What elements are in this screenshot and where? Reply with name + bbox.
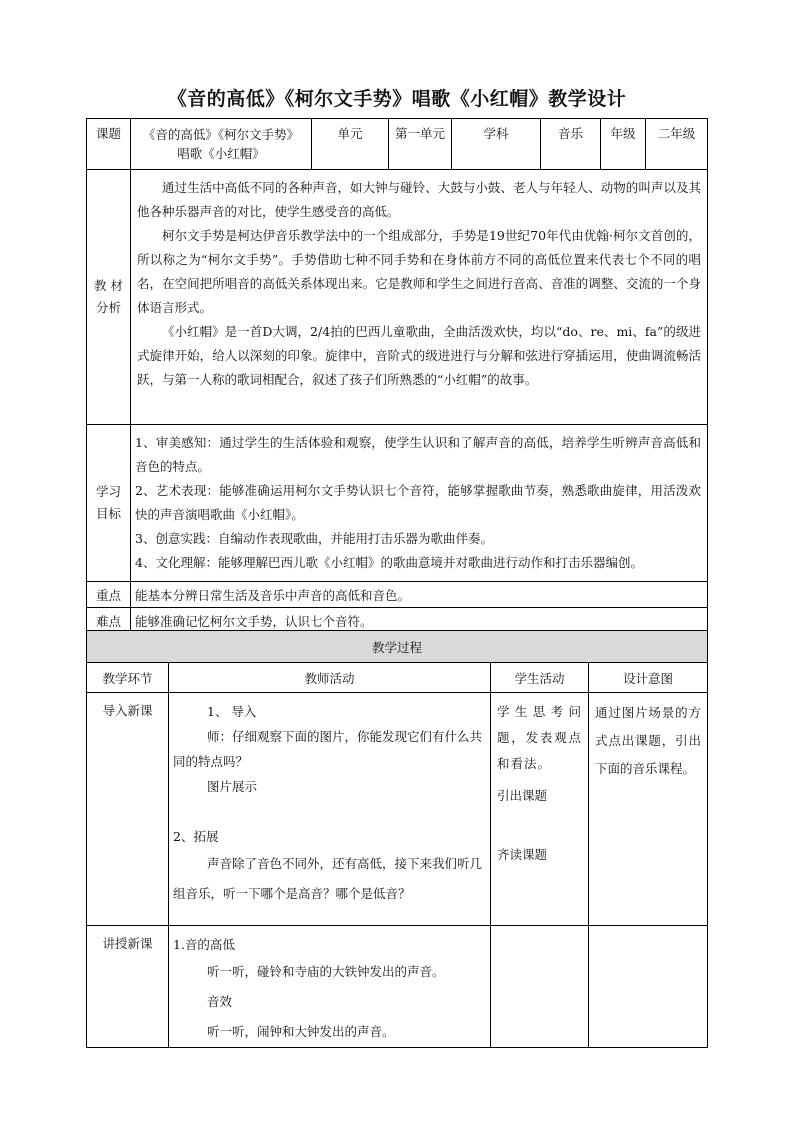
teaching-process-table bbox=[86, 630, 708, 1048]
analysis-row bbox=[87, 170, 708, 425]
grade-label: 年级 bbox=[601, 119, 646, 170]
stage-intro: 导入新课 bbox=[87, 693, 169, 926]
analysis-paragraph: 《小红帽》是一首D大调，2/4拍的巴西儿童歌曲，全曲活泼欢快，均以“do、re、mi、fa”的级进式旋律开始，给人以深刻的印象。旋律中，音阶式的级进进行与分解和弦进行穿插运用，使曲调流畅活跃，与第一人称的歌词相配合，叙述了孩子们所熟悉的“小红帽”的故事。 bbox=[137, 324, 701, 387]
teacher-heading: 1.音的高低 bbox=[173, 937, 235, 952]
col-header-student: 学生活动 bbox=[491, 663, 589, 693]
header-row bbox=[87, 119, 708, 170]
key-point-row bbox=[87, 582, 708, 608]
teacher-text: 声音除了音色不同外，还有高低，接下来我们听几组音乐，听一下哪个是高音？哪个是低音？ bbox=[173, 856, 483, 901]
subject-value: 音乐 bbox=[541, 119, 601, 170]
student-text: 齐读课题 bbox=[497, 847, 548, 862]
student-text: 学生思考问题，发表观点和看法。 bbox=[497, 704, 582, 771]
process-band-row bbox=[87, 631, 708, 663]
teacher-text: 听一听，碰铃和寺庙的大铁钟发出的声音。 bbox=[207, 964, 445, 979]
objectives-label-line-2: 目标 bbox=[95, 506, 121, 521]
grade-value: 二年级 bbox=[646, 119, 708, 170]
difficulty-text: 能够准确记忆柯尔文手势，认识七个音符。 bbox=[131, 608, 708, 634]
teacher-activity-intro bbox=[169, 693, 491, 926]
unit-label: 单元 bbox=[312, 119, 389, 170]
analysis-label bbox=[87, 170, 131, 425]
teacher-text: 图片展示 bbox=[207, 779, 258, 794]
objectives-label bbox=[87, 425, 131, 582]
objective-item: 2、艺术表现：能够准确运用柯尔文手势认识七个音符，能够掌握歌曲节奏，熟悉歌曲旋律，用活泼欢快的声音演唱歌曲《小红帽》。 bbox=[135, 483, 701, 522]
objective-item: 4、文化理解：能够理解巴西儿歌《小红帽》的歌曲意境并对歌曲进行动作和打击乐器编创。 bbox=[135, 555, 643, 570]
unit-value: 第一单元 bbox=[389, 119, 452, 170]
analysis-paragraph: 柯尔文手势是柯达伊音乐教学法中的一个组成部分，手势是19世纪70年代由优翰·柯尔文首创的，所以称之为“柯尔文手势”。手势借助七种不同手势和在身体前方不同的高低位置来代表七个不同的唱名，在空间把所唱音的高低关系体现出来。它是教师和学生之间进行音高、音准的调整、交流的一个身体语言形式。 bbox=[137, 228, 701, 315]
topic-line-2: 唱歌《小红帽》 bbox=[177, 146, 265, 161]
process-row-new-lesson bbox=[87, 926, 708, 1048]
process-band-title: 教学过程 bbox=[87, 631, 708, 663]
design-intent-new-lesson bbox=[589, 926, 708, 1048]
objective-item: 1、审美感知：通过学生的生活体验和观察，使学生认识和了解声音的高低，培养学生听辨声音高低和音色的特点。 bbox=[135, 435, 701, 474]
lesson-info-table bbox=[86, 118, 708, 634]
topic-line-1: 《音的高低》《柯尔文手势》 bbox=[142, 127, 300, 142]
process-row-intro bbox=[87, 693, 708, 926]
col-header-teacher: 教师活动 bbox=[169, 663, 491, 693]
teacher-text: 师：仔细观察下面的图片，你能发现它们有什么共同的特点吗？ bbox=[173, 729, 483, 769]
design-intent-intro: 通过图片场景的方式点出课题，引出下面的音乐课程。 bbox=[589, 693, 708, 926]
process-header-row bbox=[87, 663, 708, 693]
subject-label: 学科 bbox=[452, 119, 541, 170]
topic-value bbox=[131, 119, 312, 170]
objectives-label-line-1: 学习 bbox=[95, 484, 121, 499]
stage-new-lesson: 讲授新课 bbox=[87, 926, 169, 1048]
teacher-text: 听一听，闹钟和大钟发出的声音。 bbox=[207, 1024, 395, 1039]
analysis-content bbox=[131, 170, 708, 425]
analysis-label-line-2: 分析 bbox=[95, 300, 121, 315]
student-text: 引出课题 bbox=[497, 788, 548, 803]
teacher-activity-new-lesson bbox=[169, 926, 491, 1048]
difficulty-label: 难点 bbox=[87, 608, 131, 634]
objective-item: 3、创意实践：自编动作表现歌曲，并能用打击乐器为歌曲伴奏。 bbox=[135, 531, 493, 546]
teacher-text: 音效 bbox=[207, 994, 233, 1009]
teacher-heading: 2、拓展 bbox=[173, 829, 219, 844]
student-activity-new-lesson bbox=[491, 926, 589, 1048]
analysis-paragraph: 通过生活中高低不同的各种声音，如大钟与碰铃、大鼓与小鼓、老人与年轻人、动物的叫声以及其他各种乐器声音的对比，使学生感受音的高低。 bbox=[137, 180, 701, 219]
objectives-row bbox=[87, 425, 708, 582]
analysis-label-line-1: 教 材 bbox=[94, 278, 123, 293]
key-point-text: 能基本分辨日常生活及音乐中声音的高低和音色。 bbox=[131, 582, 708, 608]
col-header-stage: 教学环节 bbox=[87, 663, 169, 693]
col-header-intent: 设计意图 bbox=[589, 663, 708, 693]
student-activity-intro bbox=[491, 693, 589, 926]
key-point-label: 重点 bbox=[87, 582, 131, 608]
topic-label: 课题 bbox=[87, 119, 131, 170]
objectives-content bbox=[131, 425, 708, 582]
teacher-heading: 1、 导入 bbox=[207, 704, 257, 719]
document-title: 《音的高低》《柯尔文手势》唱歌《小红帽》教学设计 bbox=[167, 88, 627, 110]
